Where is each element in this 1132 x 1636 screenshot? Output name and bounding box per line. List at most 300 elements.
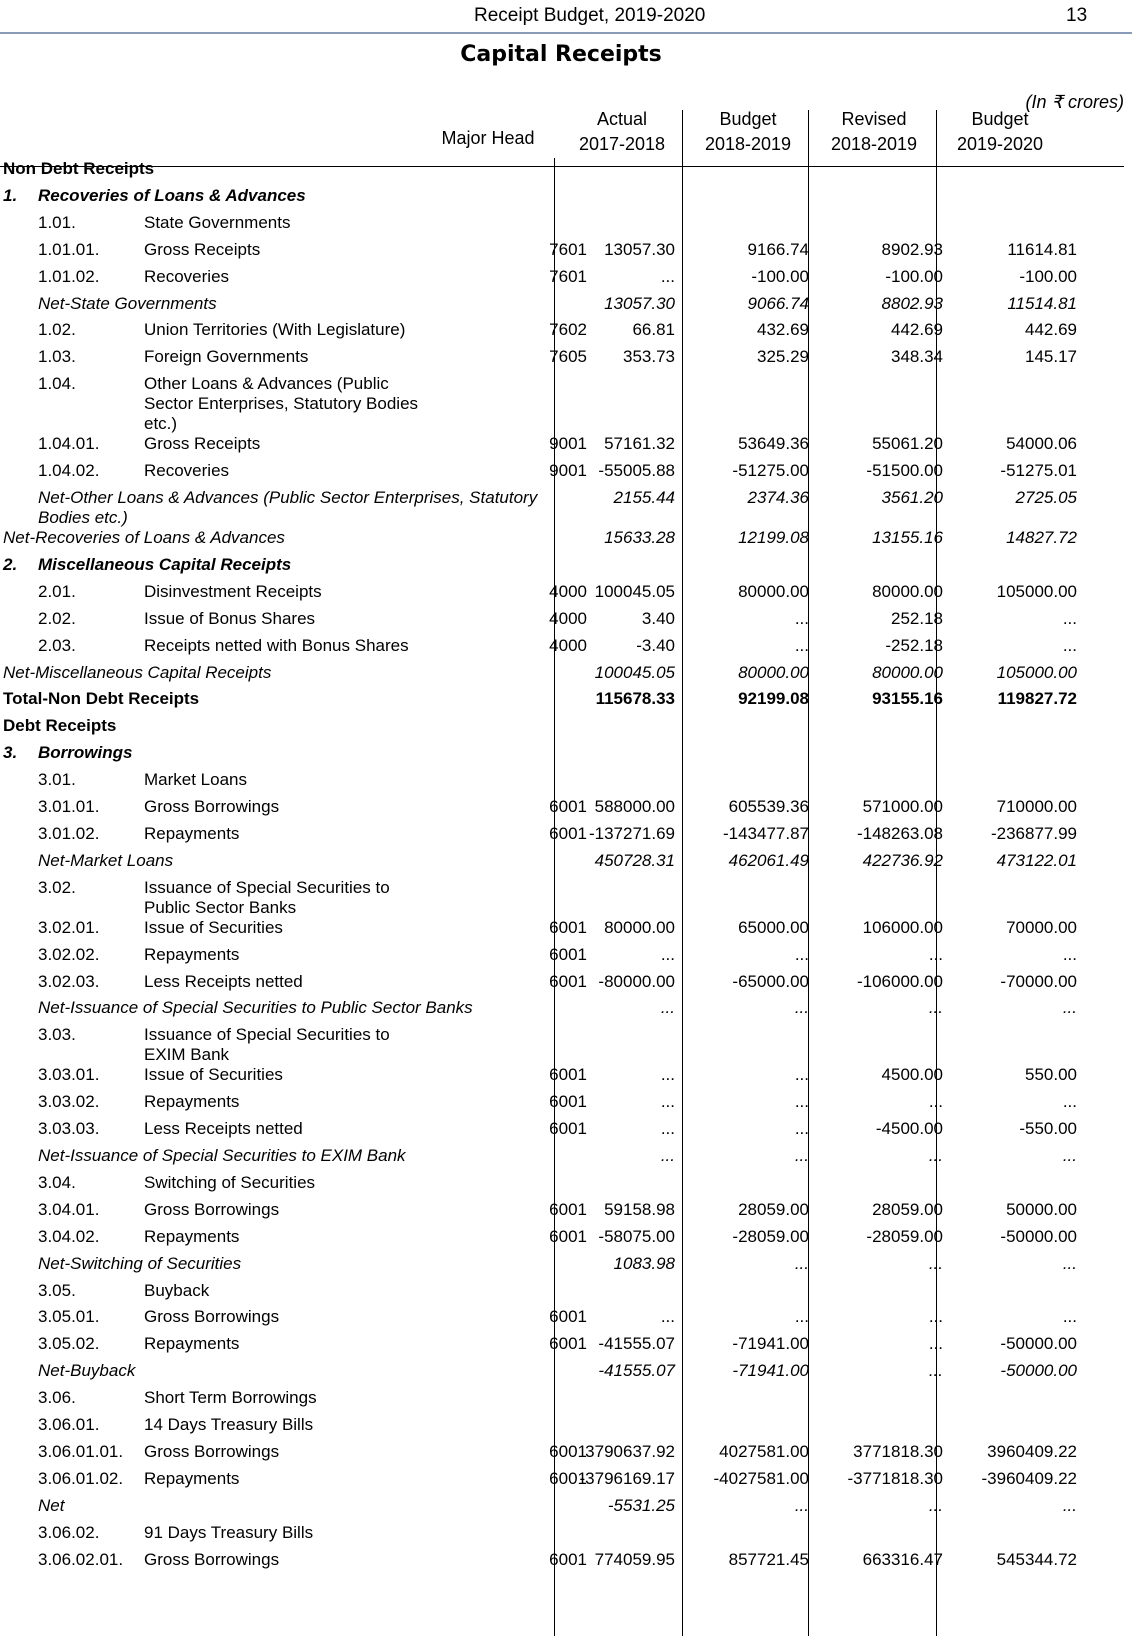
row-code: 3.06.02. — [38, 1522, 100, 1542]
table-row — [0, 1334, 1132, 1361]
row-label: Recoveries — [144, 461, 230, 481]
row-label: Switching of Securities — [144, 1172, 316, 1192]
row-label: Receipts netted with Bonus Shares — [144, 635, 409, 655]
table-row — [0, 1496, 1132, 1523]
value-cell: -3.40 — [636, 635, 675, 655]
row-label-line: Issuance of Special Securities to — [144, 877, 390, 897]
value-cell: -100.00 — [751, 266, 809, 286]
table-row — [0, 1469, 1132, 1496]
value-cell: 710000.00 — [996, 797, 1077, 816]
row-code: 3.02.02. — [38, 944, 100, 964]
row-label: Repayments — [144, 1226, 240, 1246]
row-code: 3.03.01. — [38, 1065, 100, 1085]
section-heading: Non Debt Receipts — [3, 159, 155, 178]
row-code: 3.05.01. — [38, 1307, 100, 1327]
col-revised-label: Revised — [841, 109, 907, 129]
row-code: 1.04.01. — [38, 434, 100, 454]
value-cell: -137271.69 — [588, 823, 675, 843]
row-label: Gross Borrowings — [144, 1199, 280, 1219]
table-row — [0, 374, 1132, 434]
net-label-line: Bodies etc.) — [38, 508, 128, 527]
table-row — [0, 1281, 1132, 1308]
net-label: Net-Miscellaneous Capital Receipts — [3, 662, 272, 682]
table-row — [0, 998, 1132, 1025]
group-title: Recoveries of Loans & Advances — [38, 185, 306, 205]
row-label: Gross Receipts — [144, 434, 261, 454]
row-code: 3.04.01. — [38, 1199, 100, 1219]
value-cell: 11614.81 — [1007, 239, 1077, 259]
value-cell: 100045.05 — [594, 581, 675, 601]
table-row — [0, 240, 1132, 267]
value-cell: -4027581.00 — [713, 1468, 809, 1488]
value-cell: 442.69 — [1025, 320, 1077, 340]
value-cell: -71941.00 — [732, 1361, 809, 1381]
table-row — [0, 918, 1132, 945]
table-row — [0, 1442, 1132, 1469]
group-number: 3. — [3, 743, 18, 763]
table-row — [0, 1146, 1132, 1173]
value-cell: 545344.72 — [996, 1549, 1077, 1569]
row-code: 1.02. — [38, 320, 76, 340]
value-cell: -5531.25 — [607, 1495, 675, 1515]
header-rule — [0, 32, 1132, 34]
table-row — [0, 770, 1132, 797]
major-head-header: Major Head — [441, 128, 535, 148]
table-row — [0, 743, 1132, 770]
value-cell: 11514.81 — [1007, 293, 1077, 313]
table-row — [0, 824, 1132, 851]
value-cell: ... — [1062, 944, 1077, 964]
value-cell: -71941.00 — [732, 1334, 809, 1354]
row-code: 3.04.02. — [38, 1226, 100, 1246]
value-cell: ... — [928, 944, 943, 964]
major-head-code: 6001 — [549, 971, 587, 991]
table-row — [0, 159, 1132, 186]
major-head-code: 9001 — [549, 461, 587, 481]
value-cell: 4500.00 — [881, 1065, 943, 1085]
row-code: 1.01. — [38, 212, 76, 232]
value-cell: ... — [1062, 635, 1077, 655]
row-label: Short Term Borrowings — [144, 1388, 317, 1408]
value-cell: -252.18 — [885, 635, 943, 655]
table-row — [0, 1361, 1132, 1388]
table-row — [0, 1173, 1132, 1200]
group-number: 1. — [3, 185, 18, 205]
value-cell: 12199.08 — [738, 528, 809, 547]
col-budget-label: Budget — [719, 109, 777, 129]
col-actual-year: 2017-2018 — [578, 134, 666, 154]
value-cell: 92199.08 — [738, 689, 809, 709]
table-row — [0, 1254, 1132, 1281]
value-cell: 55061.20 — [872, 434, 943, 454]
value-cell: -41555.07 — [598, 1334, 675, 1354]
value-cell: 3561.20 — [881, 488, 943, 507]
page-number: 13 — [1066, 5, 1088, 26]
major-head-code: 9001 — [549, 434, 587, 454]
table-row — [0, 555, 1132, 582]
value-cell: 432.69 — [757, 320, 809, 340]
row-code: 2.02. — [38, 608, 76, 628]
value-cell: 663316.47 — [862, 1549, 943, 1569]
table-row — [0, 1119, 1132, 1146]
value-cell: 2374.36 — [747, 488, 809, 507]
value-cell: 14827.72 — [1006, 528, 1077, 547]
value-cell: ... — [660, 266, 675, 286]
table-row — [0, 636, 1132, 663]
net-label: Net-State Governments — [38, 293, 217, 313]
value-cell: 4027581.00 — [719, 1441, 809, 1461]
value-cell: 3.40 — [641, 608, 675, 628]
row-code: 1.01.01. — [38, 239, 100, 259]
value-cell: ... — [660, 1307, 675, 1327]
value-cell: -28059.00 — [732, 1226, 809, 1246]
col-actual-label: Actual — [596, 109, 648, 129]
net-label: Net-Issuance of Special Securities to Public Sector Banks — [38, 998, 473, 1018]
row-code: 3.03. — [38, 1025, 76, 1045]
value-cell: 2725.05 — [1015, 488, 1077, 507]
major-head-code: 6001 — [549, 1549, 587, 1569]
row-code: 3.06.01.02. — [38, 1468, 124, 1488]
row-code: 3.02. — [38, 877, 76, 897]
row-code: 3.06.02.01. — [38, 1549, 124, 1569]
value-cell: ... — [928, 1495, 943, 1515]
table-row — [0, 851, 1132, 878]
total-label: Total-Non Debt Receipts — [3, 689, 200, 709]
section-title: Capital Receipts — [460, 42, 662, 67]
table-row — [0, 689, 1132, 716]
row-label: Repayments — [144, 823, 240, 843]
value-cell: ... — [1062, 1146, 1077, 1165]
row-label: 91 Days Treasury Bills — [144, 1522, 314, 1542]
value-cell: 50000.00 — [1006, 1199, 1077, 1219]
row-code: 1.03. — [38, 347, 76, 367]
table-row — [0, 528, 1132, 555]
row-label: Gross Borrowings — [144, 1549, 280, 1569]
major-head-code: 6001 — [549, 797, 587, 816]
value-cell: 422736.92 — [862, 850, 943, 870]
value-cell: -51275.00 — [732, 461, 809, 481]
table-row — [0, 878, 1132, 918]
major-head-code: 6001 — [549, 1468, 587, 1488]
table-row — [0, 663, 1132, 690]
major-head-code: 6001 — [549, 1119, 587, 1139]
value-cell: 80000.00 — [872, 581, 943, 601]
row-code: 1.04. — [38, 374, 76, 394]
table-row — [0, 347, 1132, 374]
row-label: Issue of Bonus Shares — [144, 608, 316, 628]
row-label: Repayments — [144, 1092, 240, 1112]
value-cell: ... — [794, 1146, 809, 1165]
value-cell: ... — [1062, 1307, 1077, 1327]
value-cell: 774059.95 — [594, 1549, 675, 1569]
value-cell: ... — [660, 944, 675, 964]
row-label: Gross Receipts — [144, 239, 261, 259]
row-label: Repayments — [144, 1468, 240, 1488]
value-cell: 28059.00 — [738, 1199, 809, 1219]
value-cell: 13057.30 — [604, 293, 675, 313]
group-number: 2. — [3, 554, 18, 574]
table-row — [0, 213, 1132, 240]
table-row — [0, 716, 1132, 743]
value-cell: ... — [660, 1146, 675, 1165]
row-label-line: EXIM Bank — [144, 1045, 230, 1065]
value-cell: ... — [928, 1334, 943, 1354]
major-head-code: 6001 — [549, 1199, 587, 1219]
major-head-code: 6001 — [549, 1441, 587, 1461]
value-cell: -148263.08 — [856, 823, 943, 843]
row-label: Union Territories (With Legislature) — [144, 320, 406, 340]
value-cell: 1083.98 — [613, 1253, 675, 1273]
row-label: Repayments — [144, 1334, 240, 1354]
value-cell: ... — [1062, 998, 1077, 1018]
major-head-code: 6001 — [549, 1307, 587, 1327]
value-cell: 3960409.22 — [987, 1441, 1077, 1461]
row-code: 1.04.02. — [38, 461, 100, 481]
value-cell: 53649.36 — [738, 434, 809, 454]
value-cell: 252.18 — [891, 608, 943, 628]
value-cell: 100045.05 — [594, 662, 675, 682]
row-code: 3.02.01. — [38, 917, 100, 937]
net-label: Net-Recoveries of Loans & Advances — [3, 528, 285, 547]
table-row — [0, 972, 1132, 999]
row-label-line: Issuance of Special Securities to — [144, 1025, 390, 1045]
table-row — [0, 1388, 1132, 1415]
value-cell: ... — [928, 1307, 943, 1327]
row-code: 2.01. — [38, 581, 76, 601]
row-code: 3.04. — [38, 1172, 76, 1192]
table-row — [0, 1065, 1132, 1092]
value-cell: 857721.45 — [728, 1549, 809, 1569]
row-label: Disinvestment Receipts — [144, 581, 322, 601]
value-cell: 115678.33 — [595, 689, 675, 709]
value-cell: 105000.00 — [996, 581, 1077, 601]
value-cell: 80000.00 — [604, 917, 675, 937]
value-cell: 65000.00 — [738, 917, 809, 937]
value-cell: -41555.07 — [598, 1361, 675, 1381]
value-cell: -28059.00 — [866, 1226, 943, 1246]
value-cell: ... — [794, 635, 809, 655]
value-cell: 9166.74 — [747, 239, 809, 259]
value-cell: 588000.00 — [594, 797, 675, 816]
table-row — [0, 797, 1132, 824]
value-cell: 550.00 — [1025, 1065, 1077, 1085]
value-cell: 15633.28 — [604, 528, 675, 547]
value-cell: -550.00 — [1019, 1119, 1077, 1139]
value-cell: ... — [928, 998, 943, 1018]
value-cell: ... — [794, 1307, 809, 1327]
net-label: Net-Issuance of Special Securities to EXIM Bank — [38, 1146, 406, 1165]
value-cell: -143477.87 — [722, 823, 809, 843]
value-cell: 28059.00 — [872, 1199, 943, 1219]
value-cell: -100.00 — [885, 266, 943, 286]
table-row — [0, 1550, 1132, 1577]
value-cell: -51275.01 — [1000, 461, 1077, 481]
value-cell: 325.29 — [757, 347, 809, 367]
table-row — [0, 609, 1132, 636]
value-cell: -3960409.22 — [981, 1468, 1077, 1488]
table-row — [0, 461, 1132, 488]
row-label: Foreign Governments — [144, 347, 309, 367]
value-cell: 70000.00 — [1006, 917, 1077, 937]
header-title: Receipt Budget, 2019-2020 — [474, 5, 706, 26]
table-row — [0, 1092, 1132, 1119]
value-cell: 9066.74 — [747, 293, 809, 313]
value-cell: ... — [928, 1361, 943, 1381]
col-budget-next-label: Budget — [971, 109, 1029, 129]
row-label: Gross Borrowings — [144, 797, 280, 816]
value-cell: ... — [794, 1092, 809, 1112]
row-code: 3.06.01.01. — [38, 1441, 124, 1461]
value-cell: 3771818.30 — [853, 1441, 943, 1461]
table-row — [0, 186, 1132, 213]
value-cell: 80000.00 — [872, 662, 943, 682]
table-row — [0, 294, 1132, 321]
value-cell: 80000.00 — [738, 662, 809, 682]
value-cell: 348.34 — [891, 347, 943, 367]
row-label: 14 Days Treasury Bills — [144, 1415, 314, 1434]
value-cell: -80000.00 — [598, 971, 675, 991]
major-head-code: 4000 — [549, 581, 587, 601]
row-code: 3.03.02. — [38, 1092, 100, 1112]
major-head-code: 7601 — [549, 239, 587, 259]
value-cell: -55005.88 — [598, 461, 675, 481]
value-cell: -3796169.17 — [579, 1468, 675, 1488]
value-cell: 93155.16 — [872, 689, 943, 709]
col-revised-year: 2018-2019 — [830, 134, 918, 154]
value-cell: ... — [928, 1253, 943, 1273]
value-cell: -106000.00 — [856, 971, 943, 991]
row-code: 2.03. — [38, 635, 76, 655]
value-cell: ... — [794, 1065, 809, 1085]
units-note: (In ₹ crores) — [1025, 92, 1124, 112]
table-row — [0, 1415, 1132, 1442]
table-row — [0, 1307, 1132, 1334]
major-head-code: 6001 — [549, 917, 587, 937]
value-cell: 442.69 — [891, 320, 943, 340]
row-label-line: Other Loans & Advances (Public — [144, 374, 389, 394]
value-cell: 145.17 — [1025, 347, 1077, 367]
value-cell: -51500.00 — [866, 461, 943, 481]
value-cell: 571000.00 — [862, 797, 943, 816]
row-label: Recoveries — [144, 266, 230, 286]
value-cell: ... — [794, 608, 809, 628]
row-label-line: Sector Enterprises, Statutory Bodies — [144, 394, 419, 414]
net-label: Net-Switching of Securities — [38, 1253, 242, 1273]
value-cell: ... — [794, 1495, 809, 1515]
row-label: Issue of Securities — [144, 1065, 283, 1085]
value-cell: ... — [794, 944, 809, 964]
net-label: Net-Market Loans — [38, 850, 174, 870]
value-cell: -70000.00 — [1000, 971, 1077, 991]
value-cell: -65000.00 — [732, 971, 809, 991]
section-heading: Debt Receipts — [3, 716, 117, 736]
major-head-code: 4000 — [549, 635, 587, 655]
value-cell: 8802.93 — [881, 293, 943, 313]
row-code: 3.01. — [38, 770, 76, 790]
major-head-code: 7602 — [549, 320, 587, 340]
row-code: 1.01.02. — [38, 266, 100, 286]
row-label-line: etc.) — [144, 414, 178, 434]
value-cell: -3771818.30 — [847, 1468, 943, 1488]
value-cell: ... — [660, 998, 675, 1018]
value-cell: 462061.49 — [728, 850, 809, 870]
net-label: Net-Buyback — [38, 1361, 136, 1381]
major-head-code: 6001 — [549, 944, 587, 964]
value-cell: 105000.00 — [996, 662, 1077, 682]
major-head-code: 7601 — [549, 266, 587, 286]
value-cell: ... — [794, 1119, 809, 1139]
row-code: 3.03.03. — [38, 1119, 100, 1139]
value-cell: 57161.32 — [604, 434, 675, 454]
value-cell: 2155.44 — [613, 488, 675, 507]
value-cell: 3790637.92 — [585, 1441, 675, 1461]
value-cell: 119827.72 — [997, 689, 1077, 709]
row-label-line: Public Sector Banks — [144, 897, 297, 917]
row-label: Buyback — [144, 1280, 210, 1300]
value-cell: 450728.31 — [594, 850, 675, 870]
row-label: Market Loans — [144, 770, 247, 790]
value-cell: -4500.00 — [875, 1119, 943, 1139]
group-title: Borrowings — [38, 743, 133, 763]
value-cell: -50000.00 — [1000, 1361, 1077, 1381]
value-cell: 13057.30 — [604, 239, 675, 259]
major-head-code: 6001 — [549, 1226, 587, 1246]
net-label: Net — [38, 1495, 65, 1515]
major-head-code: 6001 — [549, 1092, 587, 1112]
row-label: State Governments — [144, 212, 291, 232]
value-cell: 106000.00 — [862, 917, 943, 937]
value-cell: -50000.00 — [1000, 1226, 1077, 1246]
table-row — [0, 582, 1132, 609]
row-code: 3.06.01. — [38, 1415, 100, 1434]
row-label: Repayments — [144, 944, 240, 964]
table-row — [0, 434, 1132, 461]
row-code: 3.05. — [38, 1280, 76, 1300]
value-cell: 605539.36 — [728, 797, 809, 816]
major-head-code: 4000 — [549, 608, 587, 628]
major-head-code: 6001 — [549, 1334, 587, 1354]
value-cell: ... — [1062, 1092, 1077, 1112]
value-cell: -50000.00 — [1000, 1334, 1077, 1354]
value-cell: ... — [660, 1065, 675, 1085]
value-cell: 54000.06 — [1006, 434, 1077, 454]
value-cell: 13155.16 — [872, 528, 943, 547]
value-cell: ... — [928, 1092, 943, 1112]
value-cell: ... — [1062, 1253, 1077, 1273]
major-head-code: 6001 — [549, 1065, 587, 1085]
value-cell: ... — [928, 1146, 943, 1165]
value-cell: ... — [660, 1119, 675, 1139]
value-cell: -100.00 — [1019, 266, 1077, 286]
row-label: Less Receipts netted — [144, 1119, 303, 1139]
row-code: 3.06. — [38, 1388, 76, 1408]
value-cell: ... — [1062, 608, 1077, 628]
value-cell: 80000.00 — [738, 581, 809, 601]
table-row — [0, 488, 1132, 528]
row-label: Gross Borrowings — [144, 1307, 280, 1327]
col-budget-year: 2018-2019 — [704, 134, 792, 154]
row-label: Gross Borrowings — [144, 1441, 280, 1461]
table-row — [0, 1523, 1132, 1550]
col-budget-next-year: 2019-2020 — [956, 134, 1044, 154]
value-cell: -58075.00 — [598, 1226, 675, 1246]
row-label: Issue of Securities — [144, 917, 283, 937]
value-cell: ... — [660, 1092, 675, 1112]
value-cell: 8902.93 — [881, 239, 943, 259]
value-cell: -236877.99 — [990, 823, 1077, 843]
value-cell: 66.81 — [632, 320, 675, 340]
major-head-code: 7605 — [549, 347, 587, 367]
